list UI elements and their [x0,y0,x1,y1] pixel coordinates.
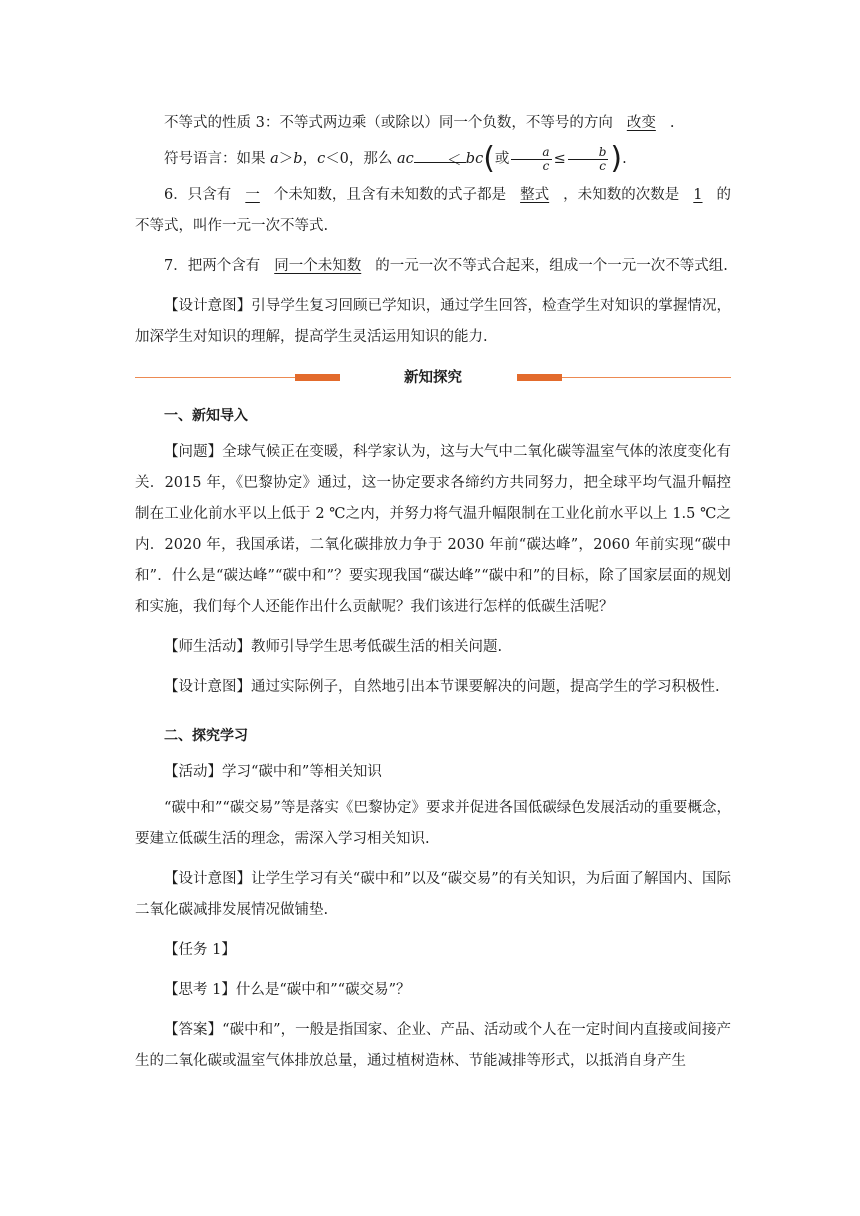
symbol-prefix: 符号语言：如果 [164,151,271,167]
left-paren: ( [483,141,495,176]
item-6-answer-2: 整式 [520,187,550,203]
right-paren: ) [610,141,623,176]
answer-paragraph: 【答案】“碳中和”，一般是指国家、企业、产品、活动或个人在一定时间内直接或间接产生的二氧化碳或温室气体排放总量，通过植树造林、节能减排等形式，以抵消自身产生 [135,1022,731,1069]
var-b: b [293,151,303,167]
section-title: 新知探究 [404,370,462,386]
problem-paragraph: 【问题】全球气候正在变暖，科学家认为，这与大气中二氧化碳等温室气体的浓度变化有关．2015 年，《巴黎协定》通过，这一协定要求各缔约方共同努力，把全球平均气温升幅控制在工业化前水平以上低于 2 ℃之内，并努力将气温升幅限制在工业化前水平以上 1.5 ℃之内．2020 年，我国承诺，二氧化碳排放力争于 2030 年前“碳达峰”，2060 年前实现“碳中和”．什么是“碳达峰”“碳中和”？要实现我国“碳达峰”“碳中和”的目标，除了国家层面的规划和实施，我们每个人还能作出什么贡献呢？我们该进行怎样的低碳生活呢？ [135,444,731,615]
design-intent-1: 【设计意图】引导学生复习回顾已学知识，通过学生回答，检查学生对知识的掌握情况，加深学生对知识的理解，提高学生灵活运用知识的能力. [135,298,731,345]
divider-block-right [517,374,562,381]
item-6-answer-3: 1 [693,187,703,203]
frac-num: b [568,146,609,160]
property-3-text: 不等式的性质 3：不等式两边乘（或除以）同一个负数，不等号的方向 [164,115,613,131]
property-3-paragraph [135,108,731,139]
think-1-paragraph: 【思考 1】什么是“碳中和”“碳交易”？ [164,982,411,998]
item-7-text: 7．把两个含有 [164,258,261,274]
property-3-answer: 改变 [626,115,656,131]
part-1-heading: 一、新知导入 [164,408,248,424]
section-divider [135,363,731,393]
frac-num: a [511,146,551,160]
teacher-activity: 【师生活动】教师引导学生思考低碳生活的相关问题. [164,639,503,655]
activity-paragraph: 【活动】学习“碳中和”等相关知识 [164,764,382,780]
item-6-text: 个未知数，且含有未知数的式子都是 [273,187,507,203]
fraction-a-over-c [511,146,551,173]
symbol-language-paragraph [135,141,731,176]
var-c: c [317,151,326,167]
intro-paragraph: “碳中和”“碳交易”等是落实《巴黎协定》要求并促进各国低碳绿色发展活动的重要概念，要建立低碳生活的理念，需深入学习相关知识. [135,800,731,847]
frac-den: c [599,158,606,173]
design-intent-3: 【设计意图】让学生学习有关“碳中和”以及“碳交易”的有关知识，为后面了解国内、国际二氧化碳减排发展情况做铺垫. [135,871,731,918]
part-2-heading: 二、探究学习 [164,728,248,744]
var-bc: bc [465,151,484,167]
item-6-text: 6．只含有 [164,187,232,203]
gt-sign: ＞ [278,151,294,167]
item-7-text: 的一元一次不等式合起来，组成一个一元一次不等式组. [375,258,728,274]
var-ac: ac [397,151,414,167]
frac-den: c [542,158,550,173]
item-7-paragraph [135,251,731,282]
le-sign: ≤ [553,151,566,167]
item-7-answer: 同一个未知数 [274,258,362,274]
period: . [669,115,675,131]
design-intent-2: 【设计意图】通过实际例子，自然地引出本节课要解决的问题，提高学生的学习积极性. [164,679,720,695]
symbol-answer: ＜ [414,146,466,163]
item-6-answer-1: 一 [245,187,260,203]
divider-line-right [562,377,731,378]
period: . [622,151,627,167]
comma: ， [302,151,318,167]
item-6-text: 的不等式，叫作一元一次不等式. [135,187,732,234]
or-text: 或 [494,151,510,167]
document-body [135,108,731,1077]
var-a: a [270,151,279,167]
item-6-paragraph [135,180,731,242]
task-1-label: 【任务 1】 [164,942,236,958]
lt-zero-text: ＜0，那么 [325,151,398,167]
fraction-b-over-c [568,146,609,173]
item-6-text: ，未知数的次数是 [563,187,680,203]
